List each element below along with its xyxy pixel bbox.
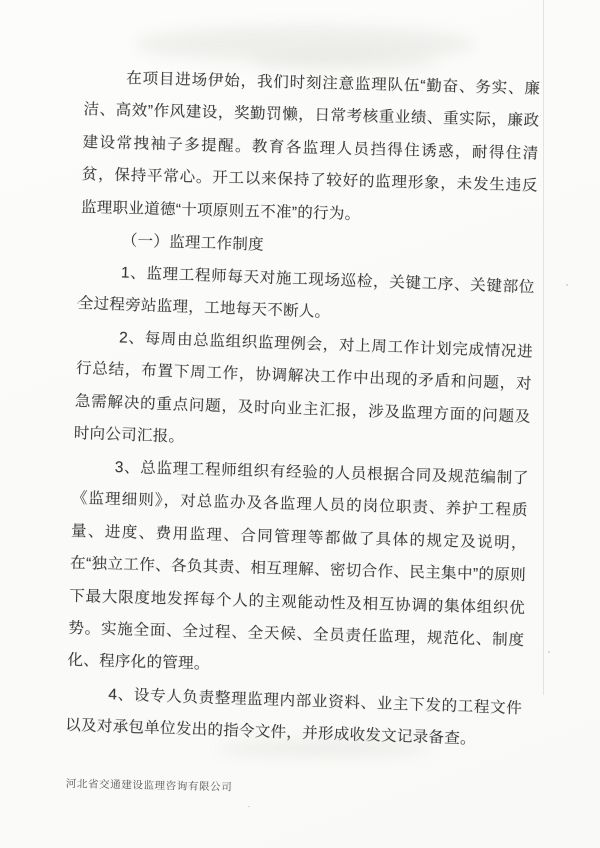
document-body	[65, 62, 541, 756]
scan-line-artifact	[543, 0, 544, 695]
scan-speck	[248, 806, 250, 807]
scan-speck	[548, 651, 550, 653]
intro-paragraph: 在项目进场伊始，我们时刻注意监理队伍“勤奋、务实、廉洁、高效”作风建设，奖勤罚懒，日常考核重业绩、重实际，廉政建设常拽袖子多提醒。教育各监理人员挡得住诱惑，耐得住清贫，保持平常心。开工以来保持了较好的监理形象，未发生违反监理职业道德“十项原则五不准”的行为。	[80, 70, 541, 223]
list-item-3: 3、总监理工程师组织有经验的人员根据合同及规范编制了《监理细则》，对总监办及各监理人员的岗位职责、养护工程质量、进度、费用监理、合同管理等都做了具体的规定及说明，在“独立工作、各负其责、相互理解、密切合作、民主集中”的原则下最大限度地发挥每个人的主观能动性及相互协调的集体组织优势。实施全面、全过程、全天候、全员责任监理，规范化、制度化、程序化的管理。	[67, 458, 529, 673]
list-item-1: 1、监理工程师每天对施工现场巡检，关键工序、关键部位全过程旁站监理，工地每天不断人。	[77, 264, 535, 322]
list-item-2: 2、每周由总监组织监理例会，对上周工作计划完成情况进行总结，布置下周工作，协调解决工作中出现的矛盾和问题，对急需解决的重点问题，及时向业主汇报，涉及监理方面的问题及时向公司汇报。	[73, 329, 534, 447]
section-heading-supervision-work-system: （一）监理工作制度	[121, 232, 265, 254]
scan-speck	[566, 284, 568, 286]
list-item-4: 4、设专人负责整理监理内部业资料、业主下发的工程文件以及对承包单位发出的指令文件，并形成收发文记录备查。	[64, 685, 523, 748]
company-footer: 河北省交通建设监理咨询有限公司	[65, 778, 233, 794]
